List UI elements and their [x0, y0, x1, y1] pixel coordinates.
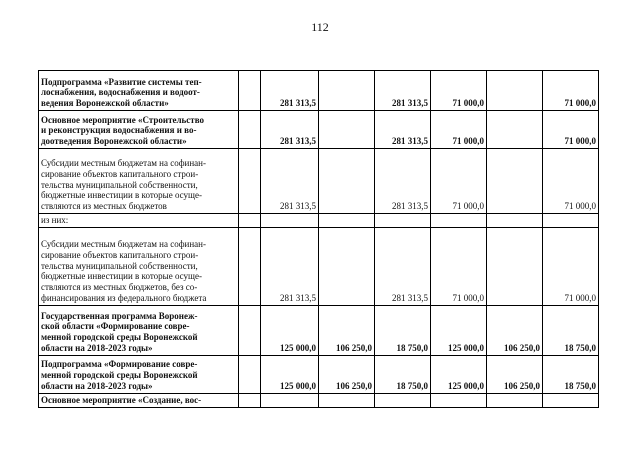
cell: 18 750,0 [543, 355, 599, 393]
cell: 125 000,0 [261, 305, 319, 355]
cell [487, 111, 543, 149]
cell: 281 313,5 [375, 71, 431, 111]
cell: 71 000,0 [431, 149, 487, 214]
cell: 71 000,0 [431, 71, 487, 111]
cell [319, 227, 375, 305]
cell [431, 214, 487, 228]
cell: 106 250,0 [319, 305, 375, 355]
row-name: Субсидии местным бюджетам на софинан- сирование объектов капитального строи- тельства муниципальной собственности, бюджетные инвестиции в которые осуще- ствляются из местных бюджетов [39, 149, 239, 214]
cell [319, 393, 375, 407]
cell: 281 313,5 [375, 149, 431, 214]
table-row [39, 305, 599, 355]
table-row [39, 111, 599, 149]
cell: 281 313,5 [261, 227, 319, 305]
row-name: из них: [39, 214, 239, 228]
row-name: Подпрограмма «Развитие системы теп- лоснабжения, водоснабжения и водоот- ведения Воронежской области» [39, 71, 239, 111]
cell [543, 214, 599, 228]
cell: 281 313,5 [375, 111, 431, 149]
cell: 18 750,0 [375, 355, 431, 393]
cell: 125 000,0 [261, 355, 319, 393]
cell: 71 000,0 [543, 227, 599, 305]
row-name: Подпрограмма «Формирование совре- менной городской среды Воронежской области на 2018-2023 годы» [39, 355, 239, 393]
cell [239, 227, 261, 305]
cell: 281 313,5 [261, 111, 319, 149]
cell: 125 000,0 [431, 355, 487, 393]
cell [239, 71, 261, 111]
cell [487, 149, 543, 214]
table-row [39, 149, 599, 214]
row-name: Субсидии местным бюджетам на софинан- сирование объектов капитального строи- тельства муниципальной собственности, бюджетные инвестиции в которые осуще- ствляются из местных бюджетов, без со- финансирования из федерального бюджета [39, 227, 239, 305]
cell [319, 71, 375, 111]
cell: 71 000,0 [543, 71, 599, 111]
cell: 71 000,0 [431, 111, 487, 149]
cell: 71 000,0 [431, 227, 487, 305]
table-row [39, 227, 599, 305]
cell: 106 250,0 [487, 305, 543, 355]
cell [487, 71, 543, 111]
cell: 281 313,5 [375, 227, 431, 305]
cell [261, 214, 319, 228]
cell [487, 227, 543, 305]
row-name: Государственная программа Воронеж- ской области «Формирование совре- менной городской среды Воронежской области на 2018-2023 годы» [39, 305, 239, 355]
row-name: Основное мероприятие «Строительство и реконструкция водоснабжения и во- доотведения Воронежской области» [39, 111, 239, 149]
cell [431, 393, 487, 407]
cell [239, 149, 261, 214]
cell [319, 214, 375, 228]
cell: 281 313,5 [261, 71, 319, 111]
cell [319, 111, 375, 149]
cell: 281 313,5 [261, 149, 319, 214]
cell [543, 393, 599, 407]
cell [239, 355, 261, 393]
cell: 71 000,0 [543, 149, 599, 214]
table-row [39, 214, 599, 228]
cell: 71 000,0 [543, 111, 599, 149]
table-row [39, 393, 599, 407]
cell [239, 111, 261, 149]
cell: 125 000,0 [431, 305, 487, 355]
cell [375, 214, 431, 228]
cell [319, 149, 375, 214]
cell [239, 305, 261, 355]
cell: 106 250,0 [487, 355, 543, 393]
cell: 106 250,0 [319, 355, 375, 393]
page-number: 112 [311, 20, 329, 34]
cell [375, 393, 431, 407]
table-row [39, 71, 599, 111]
budget-table [38, 70, 599, 408]
cell [239, 393, 261, 407]
cell [487, 393, 543, 407]
cell [261, 393, 319, 407]
table-row [39, 355, 599, 393]
cell: 18 750,0 [543, 305, 599, 355]
row-name: Основное мероприятие «Создание, вос- [39, 393, 239, 407]
cell [487, 214, 543, 228]
cell [239, 214, 261, 228]
cell: 18 750,0 [375, 305, 431, 355]
